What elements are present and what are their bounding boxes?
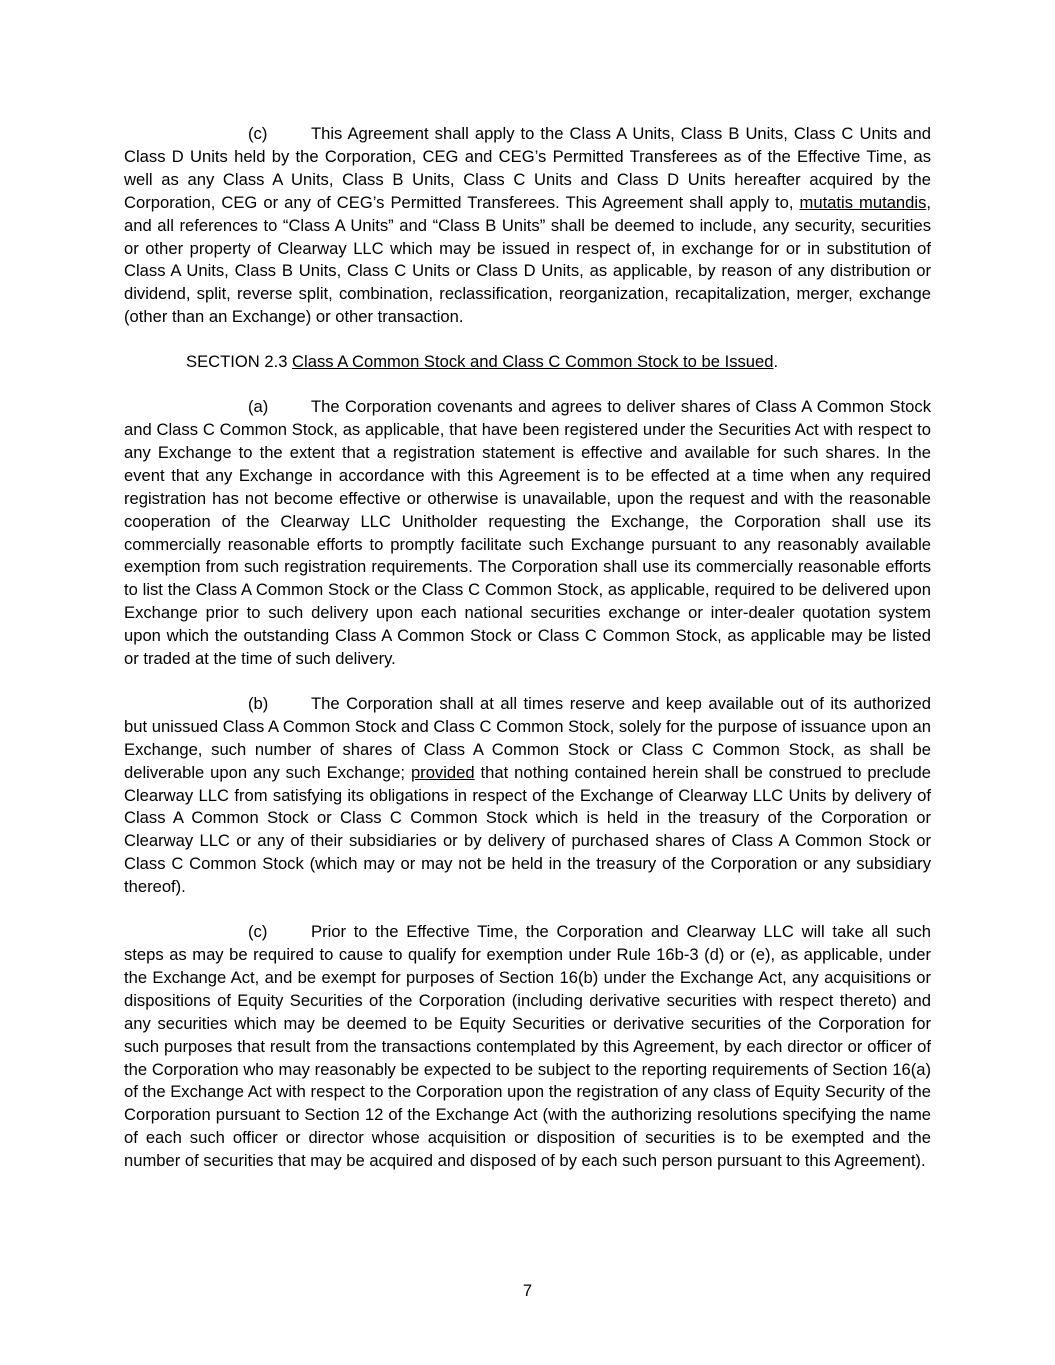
underlined-term: provided [410, 762, 475, 782]
paragraph-text: The Corporation covenants and agrees to deliver shares of Class A Common Stock and Class C Common Stock, as applicable, that have been registered under the Securities Act with respect to any Exchange to the extent that a registration statement is effective and available for such shares. In the event that any Exchange in accordance with this Agreement is to be effected at a time when any required registration has not become effective or otherwise is unavailable, upon the request and with the reasonable cooperation of the Clearway LLC Unitholder requesting the Exchange, the Corporation shall use its commercially reasonable efforts to promptly facilitate such Exchange pursuant to any reasonably available exemption from such registration requirements. The Corporation shall use its commercially reasonable efforts to list the Class A Common Stock or the Class C Common Stock, as applicable, required to be delivered upon Exchange prior to such delivery upon each national securities exchange or inter-dealer quotation system upon which the outstanding Class A Common Stock or Class C Common Stock, as applicable may be listed or traded at the time of such delivery. [124, 397, 931, 669]
paragraph-c-applicability [124, 123, 931, 329]
paragraph-gap [124, 671, 931, 693]
paragraph-marker: (c) [248, 124, 268, 143]
paragraph-gap [124, 374, 931, 396]
paragraph-a-delivery [124, 396, 931, 671]
document-body [124, 123, 931, 1173]
paragraph-c-exemption [124, 921, 931, 1173]
section-period: . [773, 352, 779, 372]
section-heading [124, 351, 931, 374]
section-number: SECTION 2.3 [186, 352, 293, 372]
paragraph-gap [124, 329, 931, 351]
paragraph-marker: (b) [248, 693, 269, 713]
paragraph-gap [124, 899, 931, 921]
paragraph-marker: (a) [248, 397, 269, 417]
paragraph-b-reserve [124, 693, 931, 899]
paragraph-marker: (c) [248, 922, 268, 942]
paragraph-text-continued: , and all references to “Class A Units” and “Class B Units” shall be deemed to include, any security, securities or other property of Clearway LLC which may be issued in respect of, in exchange for or in substitution of Class A Units, Class B Units, Class C Units or Class D Units, as applicable, by reason of any distribution or dividend, split, reverse split, combination, reclassification, reorganization, recapitalization, merger, exchange (other than an Exchange) or other transaction. [124, 192, 931, 327]
paragraph-text-continued: that nothing contained herein shall be construed to preclude Clearway LLC from satisfying its obligations in respect of the Exchange of Clearway LLC Units by delivery of Class A Common Stock or Class C Common Stock which is held in the treasury of the Corporation or Clearway LLC or any of their subsidiaries or by delivery of purchased shares of Class A Common Stock or Class C Common Stock (which may or may not be held in the treasury of the Corporation or any subsidiary thereof). [124, 762, 931, 897]
section-title: Class A Common Stock and Class C Common Stock to be Issued [292, 352, 774, 372]
paragraph-text: The Corporation shall at all times reserve and keep available out of its authorized but unissued Class A Common Stock and Class C Common Stock, solely for the purpose of issuance upon an Exchange, such number of shares of Class A Common Stock or Class C Common Stock, as shall be deliverable upon any such Exchange; [124, 693, 931, 782]
underlined-term: mutatis mutandis [799, 192, 927, 212]
paragraph-text: This Agreement shall apply to the Class A Units, Class B Units, Class C Units and Class D Units held by the Corporation, CEG and CEG’s Permitted Transferees as of the Effective Time, as well as any Class A Units, Class B Units, Class C Units and Class D Units hereafter acquired by the Corporation, CEG or any of CEG’s Permitted Transferees. This Agreement shall apply to, [124, 124, 931, 212]
page-number: 7 [522, 1281, 533, 1300]
paragraph-text: Prior to the Effective Time, the Corporation and Clearway LLC will take all such steps as may be required to cause to qualify for exemption under Rule 16b-3 (d) or (e), as applicable, under the Exchange Act, and be exempt for purposes of Section 16(b) under the Exchange Act, any acquisitions or dispositions of Equity Securities of the Corporation (including derivative securities with respect thereto) and any securities which may be deemed to be Equity Securities or derivative securities of the Corporation for such purposes that result from the transactions contemplated by this Agreement, by each director or officer of the Corporation who may reasonably be expected to be subject to the reporting requirements of Section 16(a) of the Exchange Act with respect to the Corporation upon the registration of any class of Equity Security of the Corporation pursuant to Section 12 of the Exchange Act (with the authorizing resolutions specifying the name of each such officer or director whose acquisition or disposition of securities is to be exempted and the number of securities that may be acquired and disposed of by each such person pursuant to this Agreement). [124, 922, 931, 1171]
